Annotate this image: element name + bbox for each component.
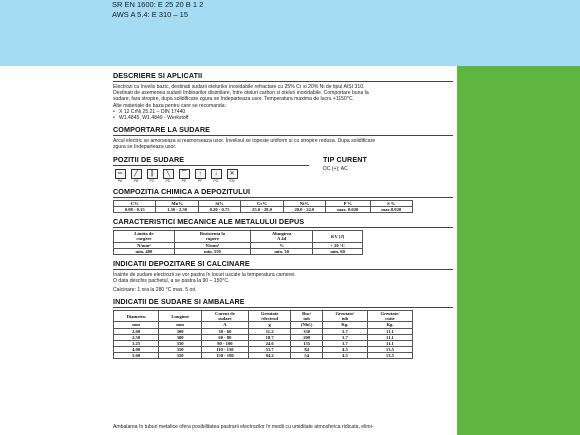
positions-and-current xyxy=(113,156,453,184)
position-pg-icon: ↓ xyxy=(211,169,222,179)
table-header-cell: Greutate /electrod xyxy=(248,311,291,322)
table-cell: 350 xyxy=(159,340,202,346)
table-cell: min. 400 xyxy=(114,248,175,254)
table-cell: 150 - 180 xyxy=(202,352,249,358)
position-pa: ═ PA xyxy=(113,169,127,184)
position-pd-icon: ╲ xyxy=(163,169,174,179)
table-cell: 4.5 xyxy=(322,352,367,358)
table-header-cell: Greutate/ cutie xyxy=(367,311,412,322)
table-cell: A xyxy=(202,322,249,328)
table-cell: 84 xyxy=(291,346,322,352)
table-cell: 4.5 xyxy=(322,346,367,352)
table-cell: 25.0 - 28.0 xyxy=(241,207,283,213)
table-cell: 3.7 xyxy=(322,328,367,334)
table-cell: 18.7 xyxy=(248,334,291,340)
position-pc: ┃ PC xyxy=(145,169,159,184)
table-cell: 2.00 xyxy=(114,328,159,334)
divider xyxy=(113,307,453,308)
table-cell: 53.7 xyxy=(248,346,291,352)
table-cell: N/mm² xyxy=(114,242,175,248)
table-header-row xyxy=(114,311,413,322)
welding-positions-icons xyxy=(113,169,309,184)
table-cell: 300 xyxy=(159,328,202,334)
table-cell: Kg. xyxy=(322,322,367,328)
section-title-descriere: DESCRIERE SI APLICATII xyxy=(113,71,203,80)
header-band xyxy=(0,0,580,66)
table-cell: 13.5 xyxy=(367,346,412,352)
depozitare-line: Înainte de sudare electrozii se vor pastra în locuri uscate la temperatura camerei. xyxy=(113,271,296,278)
table-cell: 330 xyxy=(291,328,322,334)
positions-block xyxy=(113,156,309,184)
position-pa-icon: ═ xyxy=(115,169,126,179)
table-header-cell: Rezistenta la rupere xyxy=(174,231,250,242)
table-cell: min. 60 xyxy=(313,248,363,254)
table-header-cell: Greutate/ tub xyxy=(322,311,367,322)
table-header-cell: Mn% xyxy=(156,201,198,207)
section-title-comportare: COMPORTARE LA SUDARE xyxy=(113,125,211,135)
table-cell: N/mm² xyxy=(174,242,250,248)
table-cell: 3.25 xyxy=(114,340,159,346)
position-pd: ╲ PD xyxy=(161,169,175,184)
depozitare-line: O data deschis pachetul, a se pastra la 90 – 150°C. xyxy=(113,277,230,284)
table-cell: 110 - 150 xyxy=(202,346,249,352)
section-title-pozitii: POZITII DE SUDARE xyxy=(113,154,185,164)
current-block xyxy=(309,156,453,184)
table-header-cell: C% xyxy=(114,201,156,207)
divider xyxy=(113,227,453,228)
table-cell: 135 xyxy=(291,340,322,346)
table-header-cell: Si% xyxy=(198,201,240,207)
table-cell: Kg. xyxy=(367,322,412,328)
position-pc-icon: ┃ xyxy=(147,169,158,179)
table-cell: 30 - 60 xyxy=(202,328,249,334)
standard-sr-en: SR EN 1600: E 25 20 B 1 2 xyxy=(112,0,204,9)
current-type-value: DC (+); AC xyxy=(323,165,348,172)
descriere-line: Alte materiale de baza pentru care se recomanda: xyxy=(113,102,226,109)
table-cell: 5.00 xyxy=(114,352,159,358)
table-cell: 350 xyxy=(159,352,202,358)
divider xyxy=(113,165,309,166)
table-header-cell: Ni% xyxy=(283,201,325,207)
table-header-row xyxy=(114,231,363,242)
table-cell: min. 550 xyxy=(174,248,250,254)
descriere-line: Destinati de asemenea sudarii îmbinarilor disimilare, între oteluri carbon si oteluri inoxidabile. Comportare buna la xyxy=(113,90,369,97)
comportare-line: zgura se îndeparteaza usor. xyxy=(113,144,177,151)
table-cell: 80 - 100 xyxy=(202,340,249,346)
content-column xyxy=(113,72,453,359)
table-cell: 11.2 xyxy=(248,328,291,334)
mechanical-table xyxy=(113,230,363,254)
table-cell: mm xyxy=(114,322,159,328)
table-cell: 60 - 80 xyxy=(202,334,249,340)
position-pe: ▔ PE xyxy=(177,169,191,184)
footer-note: Ambalarea în tuburi metalice ofera posibilitatea pastrarii electrozilor în medii cu umiditate atmosferica ridicata, elimi- xyxy=(113,424,374,430)
descriere-line: Electrozi cu învelis bazic, destinati sudarii otelurilor inoxidabile refractare cu 25% Cr si 20% Ni de tipul AISI 310. xyxy=(113,84,365,90)
table-cell: 2.50 xyxy=(114,334,159,340)
table-cell: 0.08 - 0.15 xyxy=(114,207,156,213)
table-header-cell: Cr% xyxy=(241,201,283,207)
table-cell: 84.2 xyxy=(248,352,291,358)
divider xyxy=(113,135,453,136)
divider xyxy=(113,269,453,270)
table-header-cell: Limita de curgere xyxy=(114,231,175,242)
composition-table xyxy=(113,200,413,213)
position-pf-icon: ↑ xyxy=(195,169,206,179)
table-header-cell: Lungime xyxy=(159,311,202,322)
section-title-depozitare: INDICATII DEPOZITARE SI CALCINARE xyxy=(113,258,250,268)
table-header-cell: Buc/ tub xyxy=(291,311,322,322)
material-bullet: • X 12 CrNi 25.21 – DIN 17440 xyxy=(113,109,453,115)
divider xyxy=(113,81,453,82)
table-cell: 3.7 xyxy=(322,340,367,346)
comportare-line: Arcul electric se amorseaza si reamorseaza usor. Învelisul se topeste uniform si cu stropire redusa. Dupa solidificare xyxy=(113,138,376,145)
table-cell: 3.7 xyxy=(322,334,367,340)
table-row xyxy=(114,352,413,358)
table-cell: max.0.020 xyxy=(370,207,413,213)
table-cell: 11.1 xyxy=(367,340,412,346)
table-header-cell: Curent de sudare xyxy=(202,311,249,322)
packaging-table xyxy=(113,310,413,359)
section-title-curent: TIP CURENT xyxy=(323,154,367,164)
table-row xyxy=(114,248,363,254)
green-side-bar xyxy=(457,66,580,435)
table-cell: 200 xyxy=(291,334,322,340)
section-title-ambalare: INDICATII DE SUDARE SI AMBALARE xyxy=(113,297,245,307)
table-cell: 350 xyxy=(159,346,202,352)
material-bullet: • W1.4845, W1.4849 - Werkstoff xyxy=(113,115,453,121)
table-header-cell: Diametru xyxy=(114,311,159,322)
table-cell: max. 0.020 xyxy=(326,207,370,213)
position-pb-icon: ╱ xyxy=(131,169,142,179)
position-pg: ↓ PG xyxy=(209,169,223,184)
position-pe-icon: ▔ xyxy=(179,169,190,179)
position-pf: ↑ PF xyxy=(193,169,207,184)
table-header-cell: P % xyxy=(326,201,370,207)
table-cell: g xyxy=(248,322,291,328)
table-cell: (Nbf.) xyxy=(291,322,322,328)
table-header-cell: KV [J] xyxy=(313,231,363,242)
datasheet-page xyxy=(0,66,457,435)
table-cell: % xyxy=(251,242,313,248)
table-cell: 0.20 - 0.75 xyxy=(198,207,240,213)
position-en-icon: ✕ xyxy=(227,169,238,179)
table-cell: 1.50 - 2.50 xyxy=(156,207,198,213)
table-cell: + 20 °C xyxy=(313,242,363,248)
section-title-compozitie: COMPOZITIA CHIMICA A DEPOZITULUI xyxy=(113,187,251,197)
table-cell: 20.0 - 22.0 xyxy=(283,207,325,213)
position-pb: ╱ PB xyxy=(129,169,143,184)
standard-aws: AWS A 5.4: E 310 – 15 xyxy=(112,10,189,19)
table-cell: min. 30 xyxy=(251,248,313,254)
table-cell: 54 xyxy=(291,352,322,358)
position-en: ✕ EN xyxy=(225,169,239,184)
table-cell: 24.6 xyxy=(248,340,291,346)
section-title-mecanice: CARACTERISTICI MECANICE ALE METALULUI DEPUS xyxy=(113,217,305,227)
table-cell: mm xyxy=(159,322,202,328)
depozitare-line: Calcinare: 1 ora la 280 °C max. 5 ori. xyxy=(113,287,197,294)
descriere-line: sudare, fara stropire, dupa solidificare zgura se îndeparteaza usor. Temperatura maxima de lucru +1150°C. xyxy=(113,96,354,103)
table-header-cell: S % xyxy=(370,201,413,207)
divider xyxy=(113,197,453,198)
table-cell: 11.1 xyxy=(367,328,412,334)
table-cell: 13.5 xyxy=(367,352,412,358)
table-cell: 4.00 xyxy=(114,346,159,352)
table-cell: 11.1 xyxy=(367,334,412,340)
table-row xyxy=(114,207,413,213)
table-header-cell: Alungirea A 4d xyxy=(251,231,313,242)
table-cell: 300 xyxy=(159,334,202,340)
